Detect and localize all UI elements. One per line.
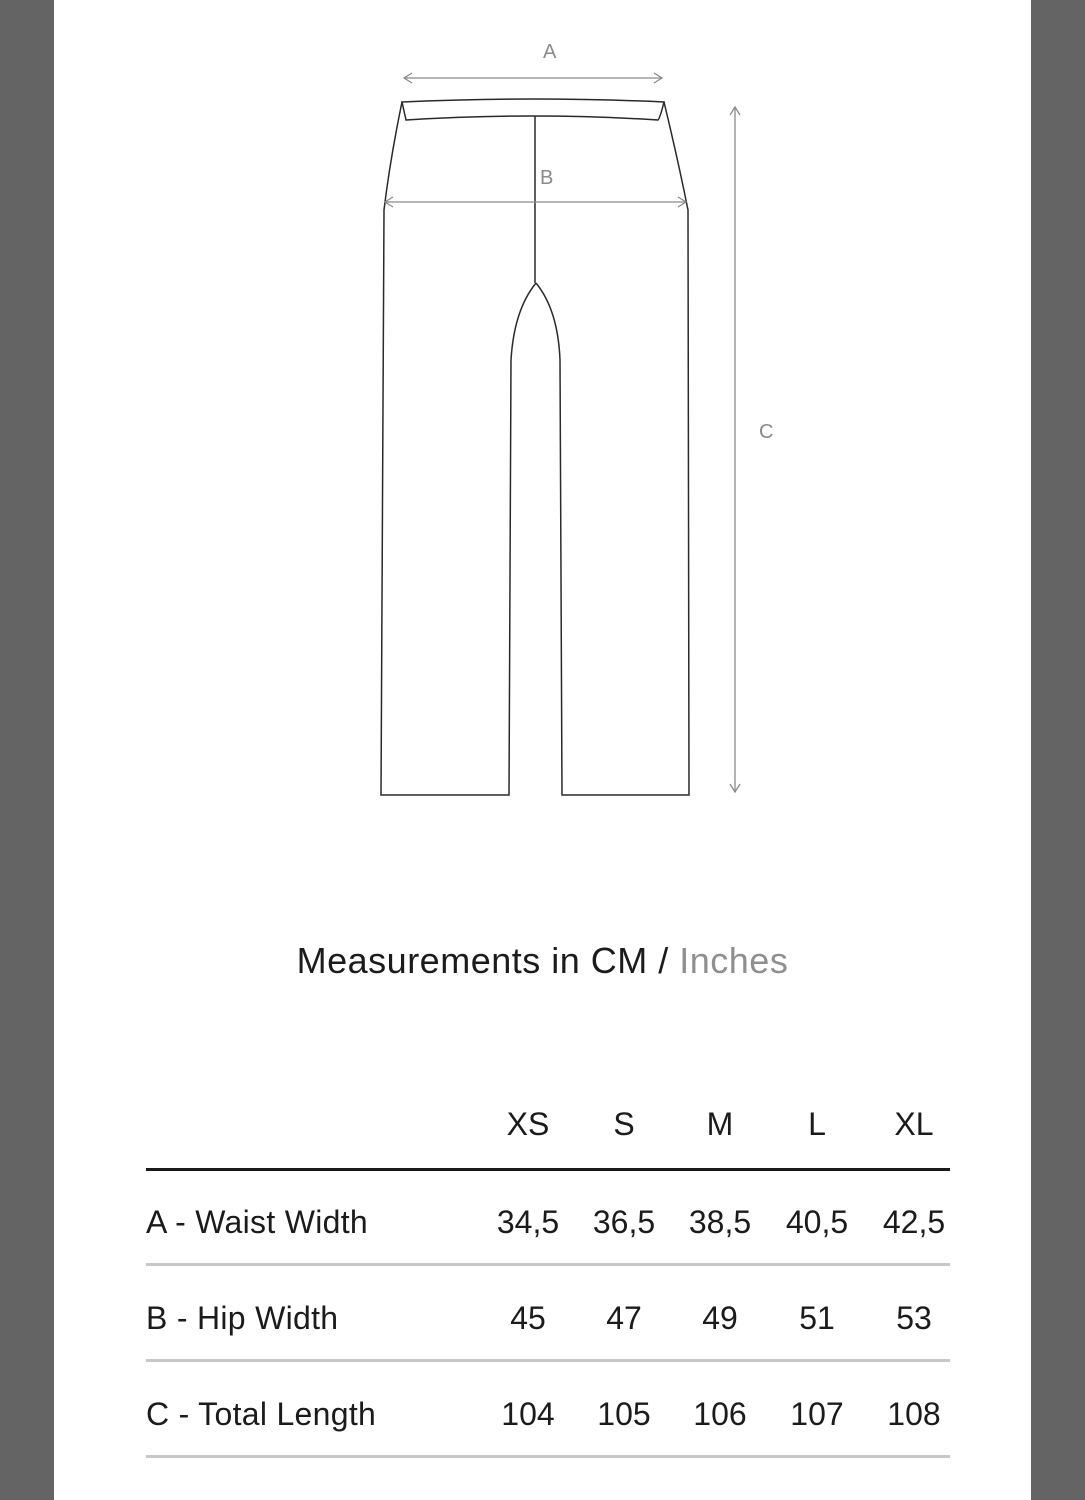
size-column-s: S (613, 1106, 635, 1142)
unit-separator: / (647, 940, 680, 981)
row-label-hip: B - Hip Width (146, 1300, 339, 1336)
table-cell: 107 (790, 1396, 844, 1432)
size-header-row (146, 1098, 950, 1170)
unit-inches-toggle[interactable]: Inches (679, 940, 789, 981)
dimension-label-c: C (759, 421, 774, 443)
table-cell: 51 (799, 1300, 835, 1336)
table-cell: 40,5 (785, 1204, 849, 1240)
table-cell: 106 (693, 1396, 747, 1432)
pants-outline-illustration (54, 0, 1031, 830)
pants-diagram (54, 0, 1031, 830)
table-cell: 105 (597, 1396, 651, 1432)
unit-cm-label: Measurements in CM (296, 940, 648, 981)
measurement-unit-heading (54, 940, 1031, 982)
table-cell: 108 (887, 1396, 941, 1432)
table-cell: 47 (606, 1300, 642, 1336)
size-column-m: M (706, 1106, 734, 1142)
table-cell: 38,5 (688, 1204, 752, 1240)
size-guide-page (54, 0, 1031, 1500)
size-chart-table (146, 1098, 950, 1458)
table-cell: 49 (702, 1300, 738, 1336)
row-label-length: C - Total Length (146, 1396, 377, 1432)
table-cell: 42,5 (882, 1204, 946, 1240)
table-row-length (146, 1362, 950, 1458)
table-cell: 36,5 (592, 1204, 656, 1240)
size-column-xl: XL (894, 1106, 934, 1142)
dimension-label-b: B (540, 167, 554, 189)
table-row-waist (146, 1170, 950, 1266)
table-row-hip (146, 1266, 950, 1362)
row-label-waist: A - Waist Width (146, 1204, 369, 1240)
table-cell: 104 (501, 1396, 555, 1432)
table-cell: 34,5 (496, 1204, 560, 1240)
dimension-label-a: A (543, 41, 557, 63)
size-column-l: L (808, 1106, 826, 1142)
table-cell: 45 (510, 1300, 546, 1336)
size-column-xs: XS (506, 1106, 550, 1142)
table-cell: 53 (896, 1300, 932, 1336)
row-divider (146, 1455, 950, 1458)
